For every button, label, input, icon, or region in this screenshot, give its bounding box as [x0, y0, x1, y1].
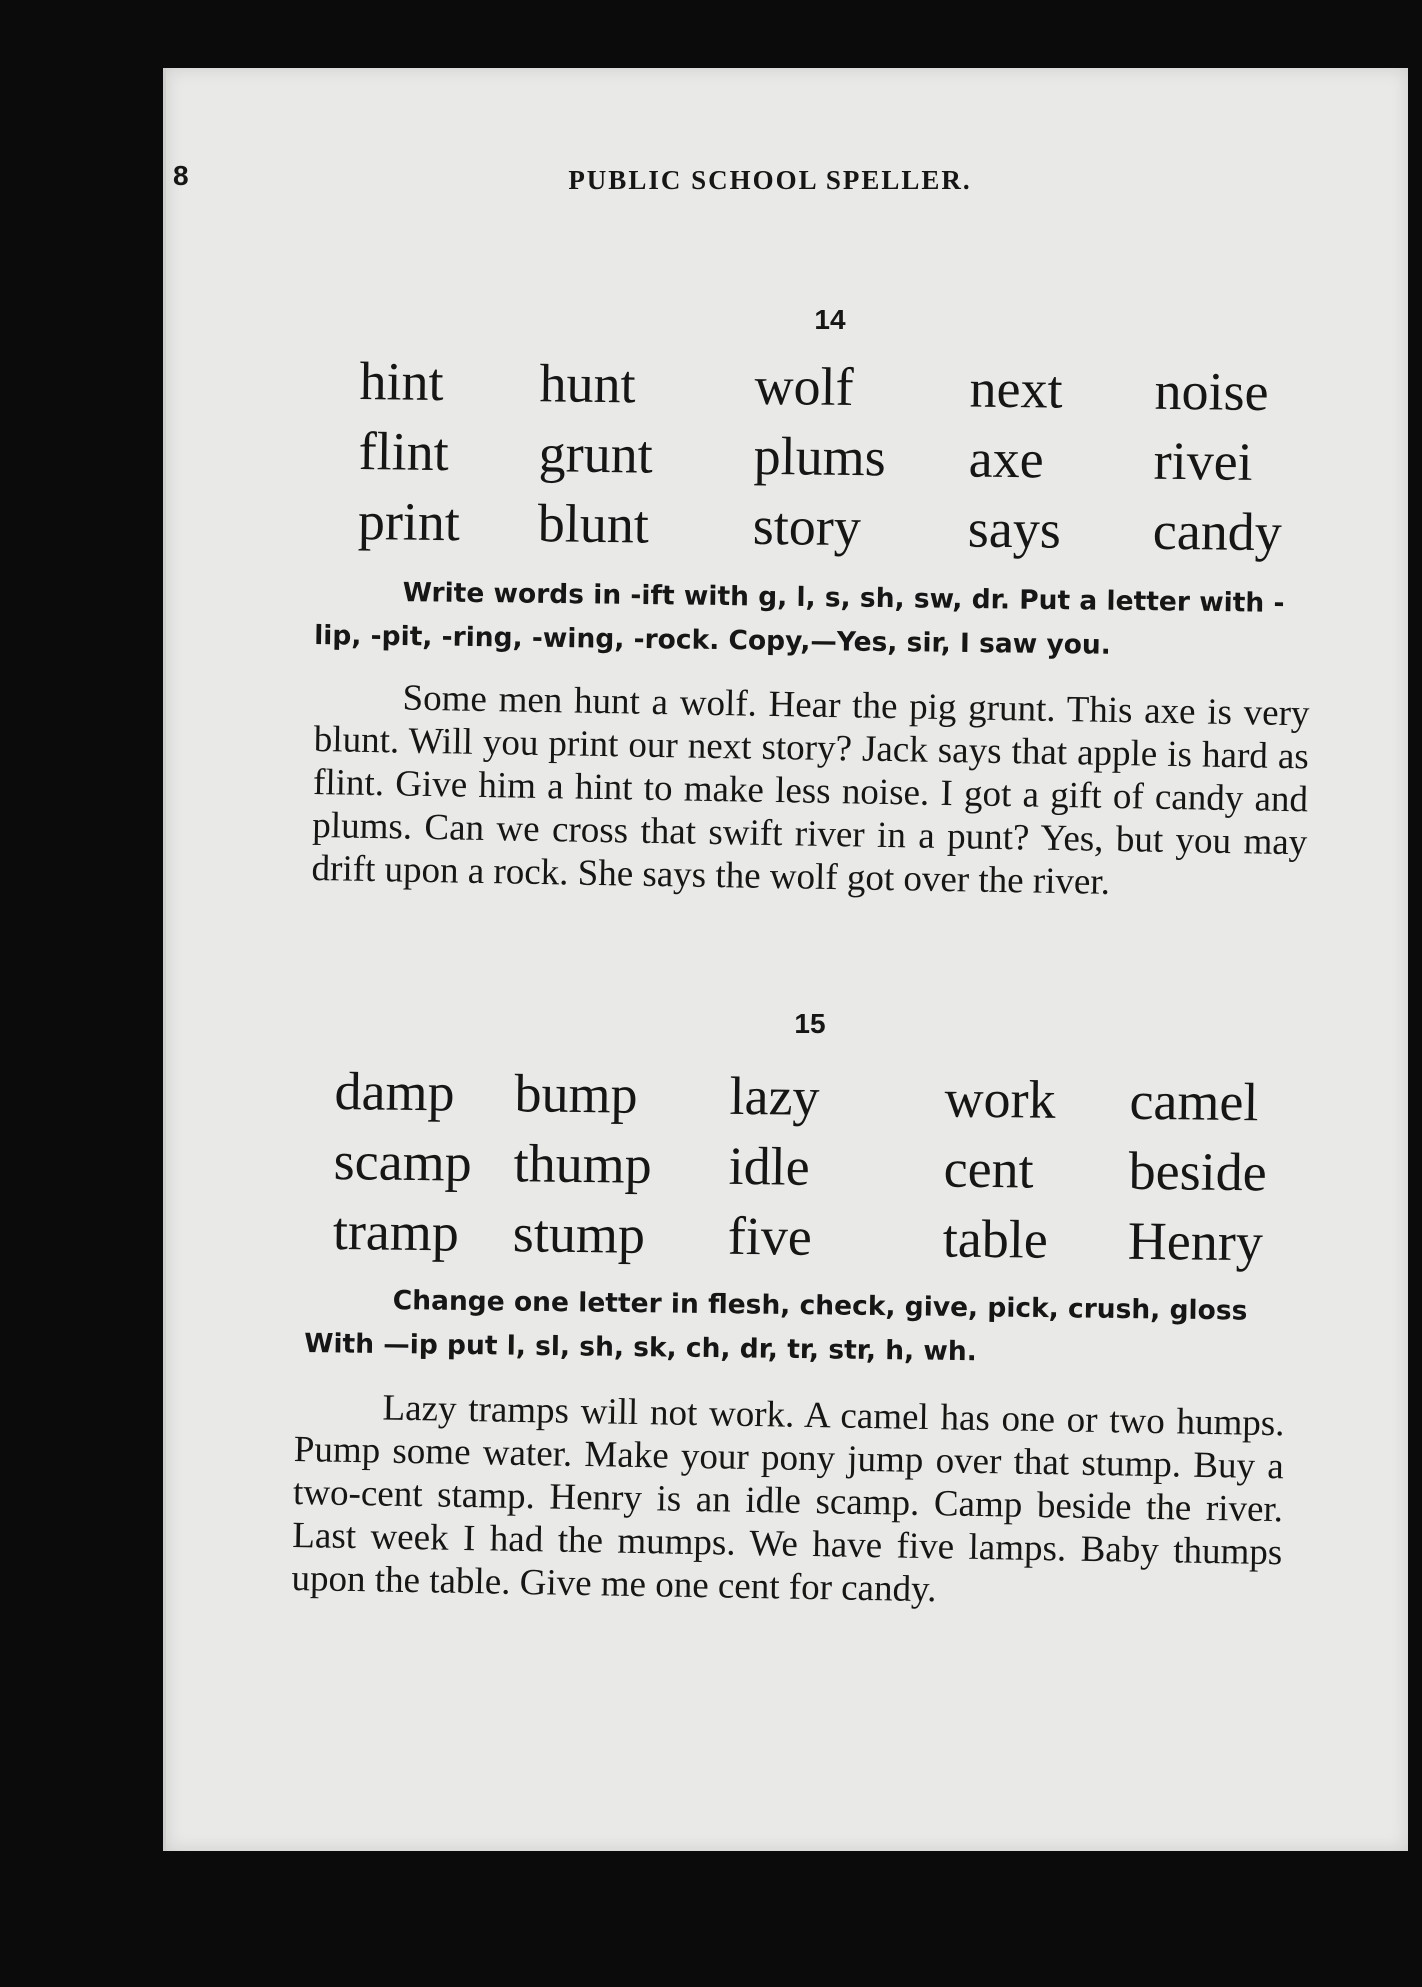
word: rivei: [1153, 430, 1254, 492]
word: damp: [334, 1060, 455, 1123]
word: flint: [358, 420, 450, 483]
running-head: PUBLIC SCHOOL SPELLER.: [568, 165, 972, 195]
word: work: [944, 1068, 1056, 1130]
word: next: [969, 358, 1063, 420]
word: Henry: [1127, 1210, 1264, 1273]
reading-paragraph-lesson-14: Some men hunt a wolf. Hear the pig grunt. This axe is very blunt. Will you print our next story? Jack says that apple is hard as flint. Give him a hint to make less noise. I got a gift of candy and plums. Can we cross that swift river in a punt? Yes, but you may drift upon a rock. She says the wolf got over the river.: [311, 677, 1310, 903]
word-list-lesson-15: [332, 1060, 1299, 1282]
word: blunt: [537, 493, 650, 555]
page-number: 8: [173, 160, 189, 191]
word: hunt: [539, 353, 636, 415]
word: says: [967, 498, 1062, 560]
word: bump: [514, 1063, 638, 1125]
word: story: [752, 495, 862, 558]
word: wolf: [754, 355, 854, 418]
word: candy: [1152, 500, 1283, 563]
word: beside: [1128, 1140, 1268, 1203]
lesson-number-14: 14: [814, 304, 846, 335]
word: cent: [943, 1138, 1035, 1200]
word: axe: [968, 428, 1045, 490]
word: stump: [512, 1203, 646, 1265]
word-list-lesson-14: [357, 350, 1324, 572]
instruction-lesson-15: Change one letter in flesh, check, give, pick, crush, gloss With —ip put l, sl, sh, sk, ch, dr, tr, str, h, wh.: [304, 1285, 1248, 1368]
word: five: [727, 1205, 813, 1267]
word: lazy: [729, 1065, 820, 1127]
word: tramp: [332, 1200, 460, 1263]
reading-paragraph-lesson-15: Lazy tramps will not work. A camel has one or two humps. Pump some water. Make your pony jump over that stump. Buy a two-cent stamp. Henry is an idle scamp. Camp beside the river. Last week I had the mumps. We have five lamps. Baby thumps upon the table. Give me one cent for candy.: [291, 1387, 1285, 1611]
word: hint: [359, 350, 444, 413]
instruction-lesson-14: Write words in -ift with g, l, s, sh, sw, dr. Put a letter with -lip, -pit, -ring, -wing, -rock. Copy,—Yes, sir, I saw you.: [314, 577, 1285, 661]
word: plums: [753, 425, 887, 488]
word: thump: [513, 1133, 653, 1195]
word: noise: [1154, 360, 1269, 423]
word: idle: [728, 1135, 811, 1197]
word: print: [357, 490, 461, 553]
word: camel: [1129, 1070, 1259, 1133]
word: grunt: [538, 423, 654, 485]
word: table: [942, 1208, 1049, 1270]
word: scamp: [333, 1130, 473, 1193]
lesson-number-15: 15: [794, 1008, 826, 1039]
